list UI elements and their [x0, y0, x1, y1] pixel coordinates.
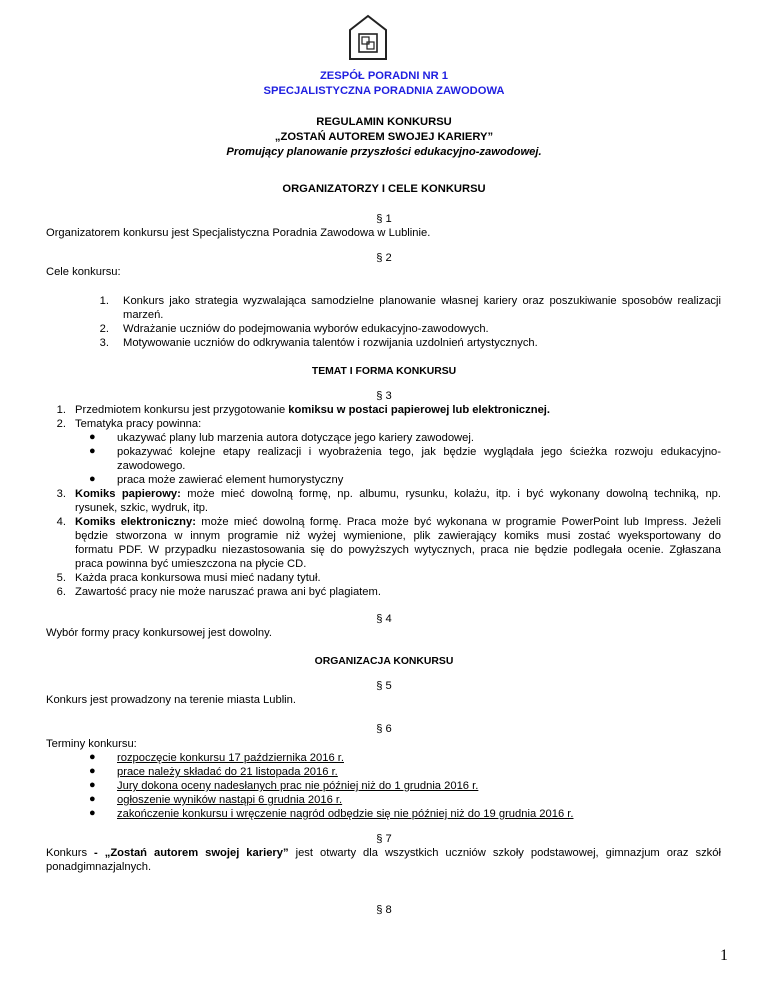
paragraph-mark-4: § 4 — [376, 613, 392, 625]
goal-number: 1. — [99, 295, 109, 307]
topic-bullet: ukazywać plany lub marzenia autora dotyczące jego kariery zawodowej. — [117, 432, 474, 444]
paragraph-mark-7: § 7 — [376, 833, 392, 845]
topic-bullet-cont: zawodowego. — [117, 460, 186, 472]
date-item: zakończenie konkursu i wręczenie nagród odbędzie się nie później niż do 19 grudnia 2016 r. — [117, 808, 574, 820]
section-heading-organizers: ORGANIZATORZY I CELE KONKURSU — [282, 183, 486, 195]
paragraph-mark-1: § 1 — [376, 213, 392, 225]
org-line-1: ZESPÓŁ PORADNI NR 1 — [319, 70, 449, 82]
bullet-icon: ● — [89, 793, 96, 805]
topic-number: 4. — [56, 516, 66, 528]
dates-intro: Terminy konkursu: — [46, 738, 137, 750]
bullet-icon: ● — [89, 445, 96, 457]
bullet-icon: ● — [89, 807, 96, 819]
topic-number: 5. — [56, 572, 66, 584]
bullet-icon: ● — [89, 473, 96, 485]
paragraph-mark-3: § 3 — [376, 390, 392, 402]
paragraph-5-text: Konkurs jest prowadzony na terenie miasta Lublin. — [46, 694, 296, 706]
bullet-icon: ● — [89, 751, 96, 763]
org-line-2: SPECJALISTYCZNA PORADNIA ZAWODOWA — [263, 85, 505, 97]
goal-item-cont: marzeń. — [123, 309, 164, 321]
goal-number: 2. — [99, 323, 109, 335]
goal-item: Konkurs jako strategia wyzwalająca samodzielne planowanie własnej kariery oraz poszukiwanie sposobów realizacji — [123, 295, 721, 307]
topic-item-5: Każda praca konkursowa musi mieć nadany tytuł. — [75, 572, 321, 584]
topic-item-1: Przedmiotem konkursu jest przygotowanie komiksu w postaci papierowej lub elektronicznej. — [75, 404, 551, 416]
paragraph-7-text: Konkurs - „Zostań autorem swojej kariery” jest otwarty dla wszystkich uczniów szkoły podstawowej, gimnazjum oraz szkół — [46, 847, 721, 859]
goal-item: Wdrażanie uczniów do podejmowania wyborów edukacyjno-zawodowych. — [123, 323, 489, 335]
paragraph-1-text: Organizatorem konkursu jest Specjalistyczna Poradnia Zawodowa w Lublinie. — [46, 227, 431, 239]
contest-name: „ZOSTAŃ AUTOREM SWOJEJ KARIERY” — [274, 131, 494, 143]
paragraph-4-text: Wybór formy pracy konkursowej jest dowolny. — [46, 627, 273, 639]
topic-item-6: Zawartość pracy nie może naruszać prawa ani być plagiatem. — [75, 586, 381, 598]
goals-intro: Cele konkursu: — [46, 266, 121, 278]
paragraph-mark-6: § 6 — [376, 723, 392, 735]
topic-number: 2. — [56, 418, 66, 430]
paragraph-mark-2: § 2 — [376, 252, 392, 264]
paragraph-mark-5: § 5 — [376, 680, 392, 692]
date-item: Jury dokona oceny nadesłanych prac nie później niż do 1 grudnia 2016 r. — [117, 780, 479, 792]
bullet-icon: ● — [89, 431, 96, 443]
topic-item-4-cont: formatu PDF. W przypadku niezastosowania się do powyższych wytycznych, praca nie będzie podlegała ocenie. Zgłaszana — [75, 544, 721, 556]
topic-item-3-cont: rysunek, szkic, wydruk, itp. — [75, 502, 209, 514]
topic-number: 3. — [56, 488, 66, 500]
date-item: ogłoszenie wyników nastąpi 6 grudnia 2016 r. — [117, 794, 343, 806]
page-number: 1 — [720, 947, 728, 964]
contest-subtitle: Promujący planowanie przyszłości edukacyjno-zawodowej. — [226, 146, 542, 158]
paragraph-7-cont: ponadgimnazjalnych. — [46, 861, 152, 873]
topic-item-3: Komiks papierowy: może mieć dowolną formę, np. albumu, rysunku, kolażu, itp. i być wykonany dowolną techniką, np. — [75, 488, 722, 500]
regulation-title: REGULAMIN KONKURSU — [316, 116, 452, 128]
topic-item-4-cont: będzie stworzona w innym programie niż wyżej wymienione, plik zawierający komiks musi zostać wyeksportowany do — [75, 530, 721, 542]
topic-item-4-cont: praca powinna być umieszczona na płycie CD. — [75, 558, 307, 570]
topic-item-4: Komiks elektroniczny: może mieć dowolną formę. Praca może być wykonana w programie PowerPoint lub Impress. Jeżeli — [75, 516, 722, 528]
section-heading-organization: ORGANIZACJA KONKURSU — [314, 656, 454, 667]
date-item: prace należy składać do 21 listopada 2016 r. — [117, 766, 338, 778]
bullet-icon: ● — [89, 779, 96, 791]
topic-bullet: praca może zawierać element humorystyczny — [117, 474, 344, 486]
topic-item-2: Tematyka pracy powinna: — [75, 418, 202, 430]
topic-bullet: pokazywać kolejne etapy realizacji i wyobrażenia tego, jak będzie wyglądała jego ścieżka rozwoju edukacyjno- — [117, 446, 721, 458]
goal-item: Motywowanie uczniów do odkrywania talentów i rozwijania uzdolnień artystycznych. — [123, 337, 538, 349]
date-item: rozpoczęcie konkursu 17 października 2016 r. — [117, 752, 344, 764]
house-logo-icon — [349, 14, 387, 60]
bullet-icon: ● — [89, 765, 96, 777]
goal-number: 3. — [99, 337, 109, 349]
section-heading-topic: TEMAT I FORMA KONKURSU — [311, 366, 457, 377]
topic-number: 6. — [56, 586, 66, 598]
topic-number: 1. — [56, 404, 66, 416]
paragraph-mark-8: § 8 — [376, 904, 392, 916]
